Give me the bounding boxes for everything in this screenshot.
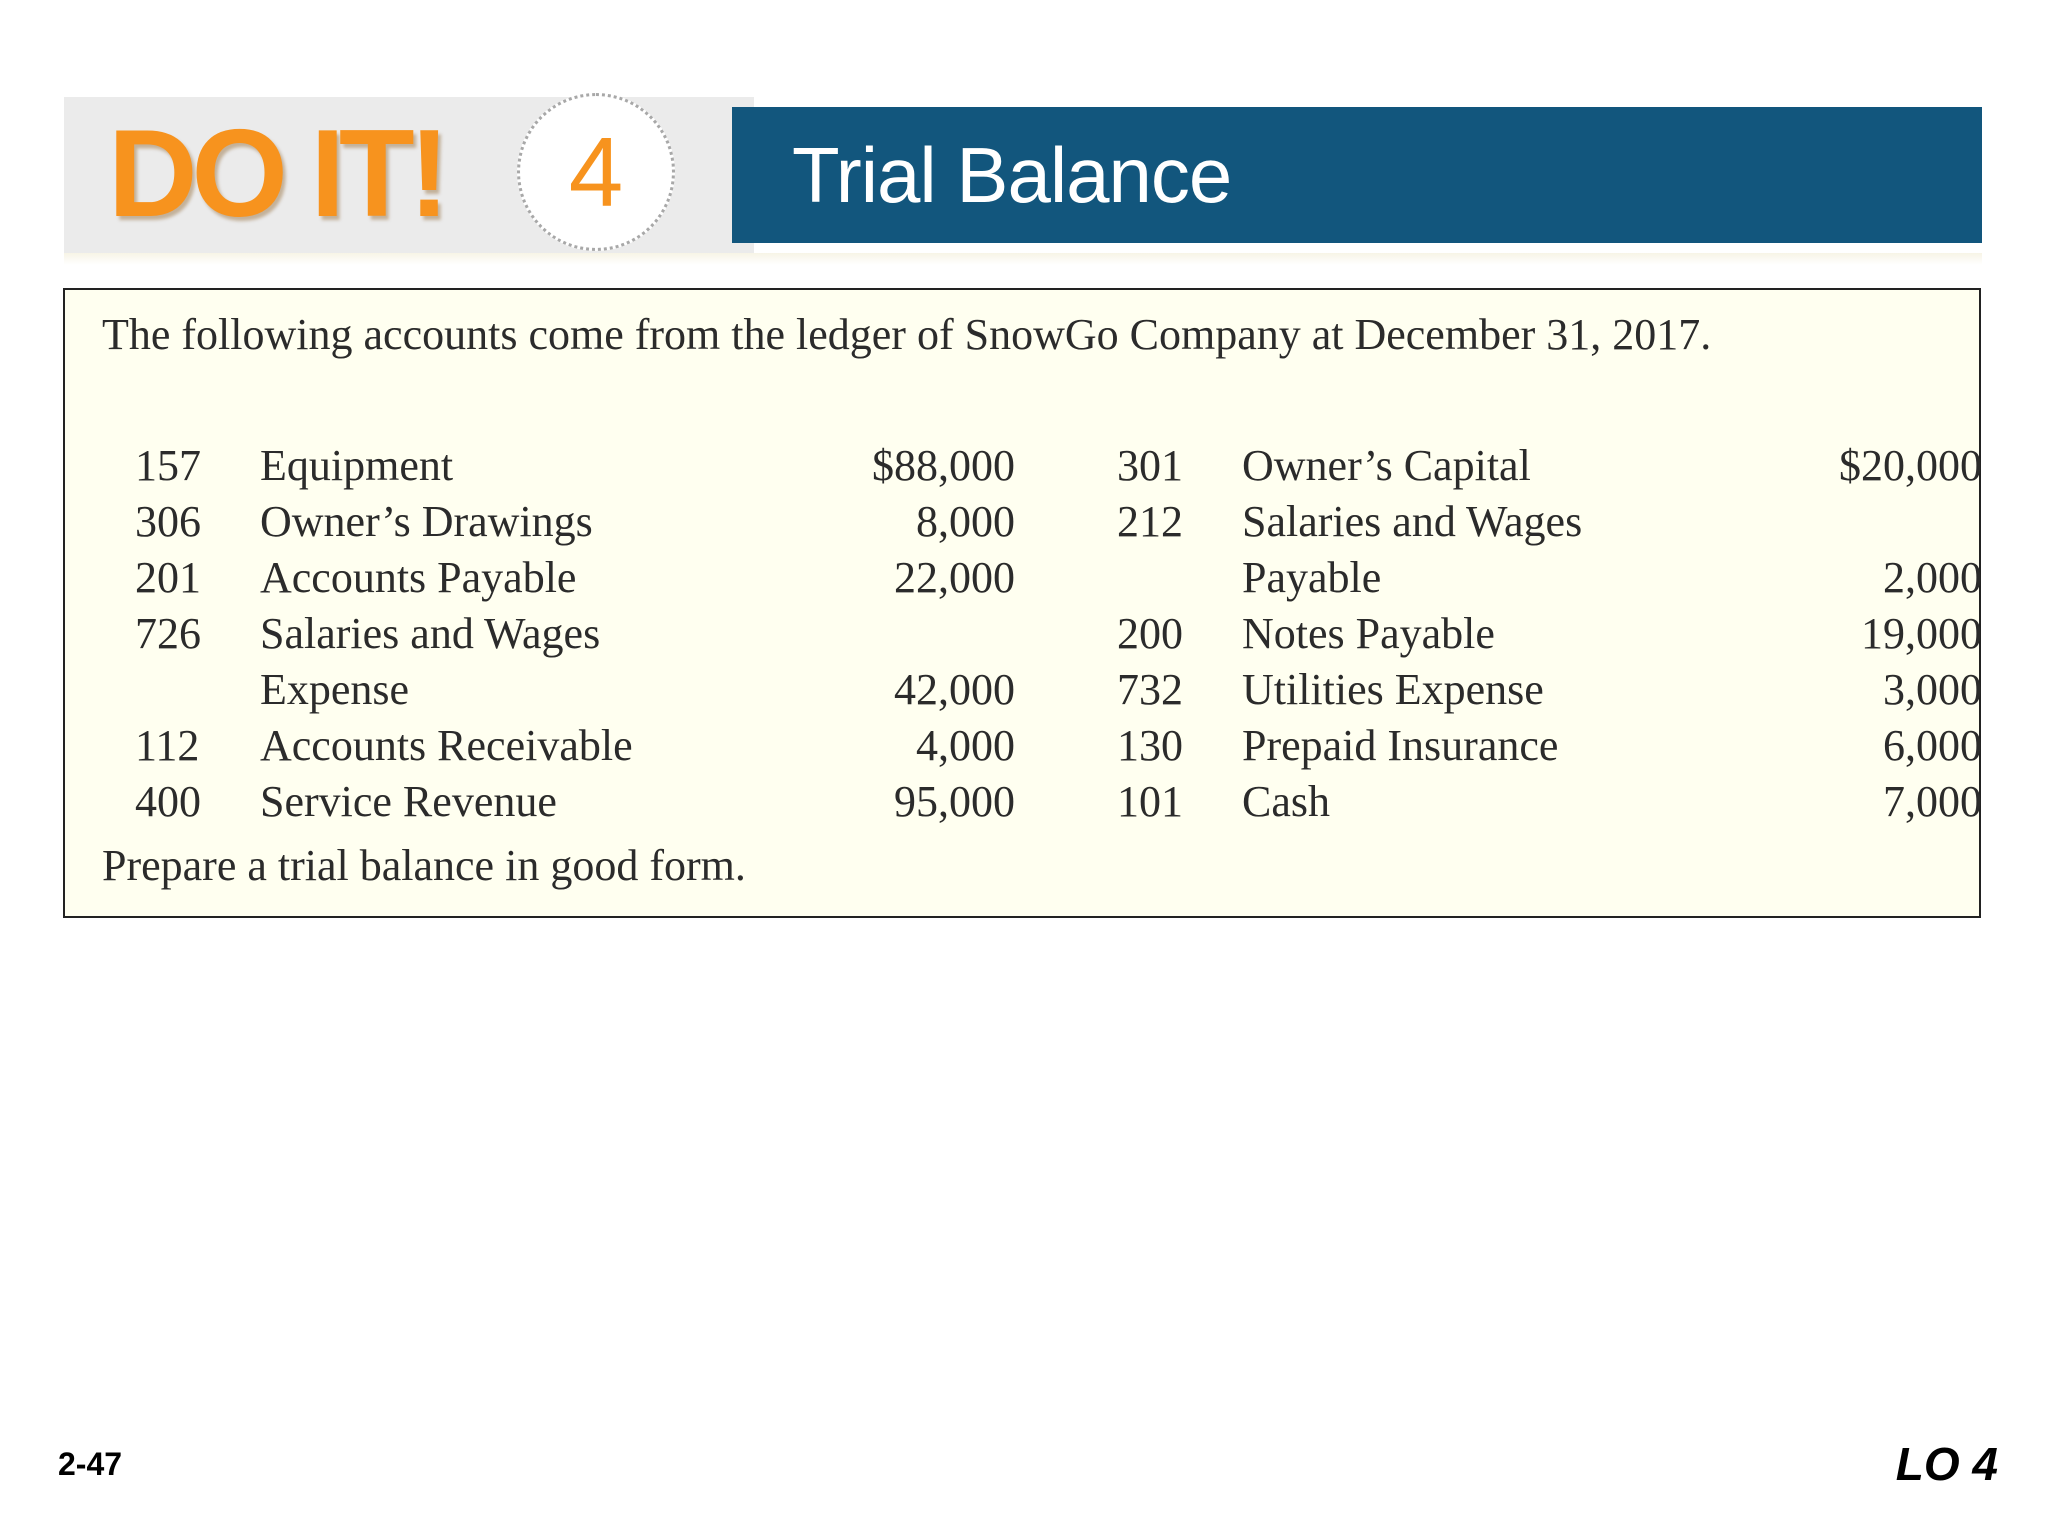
account-name-continued: Expense xyxy=(260,665,410,714)
slide-number: 2-47 xyxy=(58,1446,123,1482)
do-it-label: DO IT! xyxy=(108,105,444,243)
problem-intro: The following accounts come from the ledger of SnowGo Company at December 31, 2017. xyxy=(102,310,1712,359)
account-number: 112 xyxy=(135,721,200,770)
account-name: Utilities Expense xyxy=(1242,665,1544,714)
title-bar xyxy=(732,107,1982,243)
account-amount: 2,000 xyxy=(1883,553,1982,602)
account-amount: $88,000 xyxy=(872,441,1015,490)
account-amount: 6,000 xyxy=(1883,721,1982,770)
account-number: 306 xyxy=(135,497,201,546)
slide-title: Trial Balance xyxy=(792,131,1232,219)
account-number: 101 xyxy=(1117,777,1183,826)
account-name: Prepaid Insurance xyxy=(1242,721,1559,770)
account-name: Salaries and Wages xyxy=(260,609,601,658)
account-amount: $20,000 xyxy=(1839,441,1982,490)
account-amount: 22,000 xyxy=(894,553,1015,602)
account-name: Notes Payable xyxy=(1242,609,1495,658)
account-amount: 42,000 xyxy=(894,665,1015,714)
account-name: Equipment xyxy=(260,441,454,490)
account-amount: 7,000 xyxy=(1883,777,1982,826)
account-amount: 8,000 xyxy=(916,497,1015,546)
problem-prompt: Prepare a trial balance in good form. xyxy=(102,841,746,890)
account-name-continued: Payable xyxy=(1242,553,1382,602)
account-number: 301 xyxy=(1117,441,1183,490)
account-amount: 95,000 xyxy=(894,777,1015,826)
do-it-number: 4 xyxy=(568,117,624,227)
header-divider xyxy=(64,253,1982,265)
account-number: 726 xyxy=(135,609,201,658)
account-number: 212 xyxy=(1117,497,1183,546)
account-name: Cash xyxy=(1242,777,1330,826)
account-amount: 3,000 xyxy=(1883,665,1982,714)
account-number: 130 xyxy=(1117,721,1183,770)
problem-box xyxy=(63,288,1981,918)
account-name: Salaries and Wages xyxy=(1242,497,1583,546)
account-number: 157 xyxy=(135,441,201,490)
account-number: 732 xyxy=(1117,665,1183,714)
account-number: 201 xyxy=(135,553,201,602)
account-amount: 4,000 xyxy=(916,721,1015,770)
account-amount: 19,000 xyxy=(1861,609,1982,658)
account-name: Accounts Receivable xyxy=(260,721,633,770)
account-name: Owner’s Capital xyxy=(1242,441,1531,490)
learning-objective-label: LO 4 xyxy=(1895,1438,1998,1490)
account-name: Owner’s Drawings xyxy=(260,497,593,546)
account-number: 200 xyxy=(1117,609,1183,658)
account-number: 400 xyxy=(135,777,201,826)
account-name: Service Revenue xyxy=(260,777,557,826)
account-name: Accounts Payable xyxy=(260,553,577,602)
